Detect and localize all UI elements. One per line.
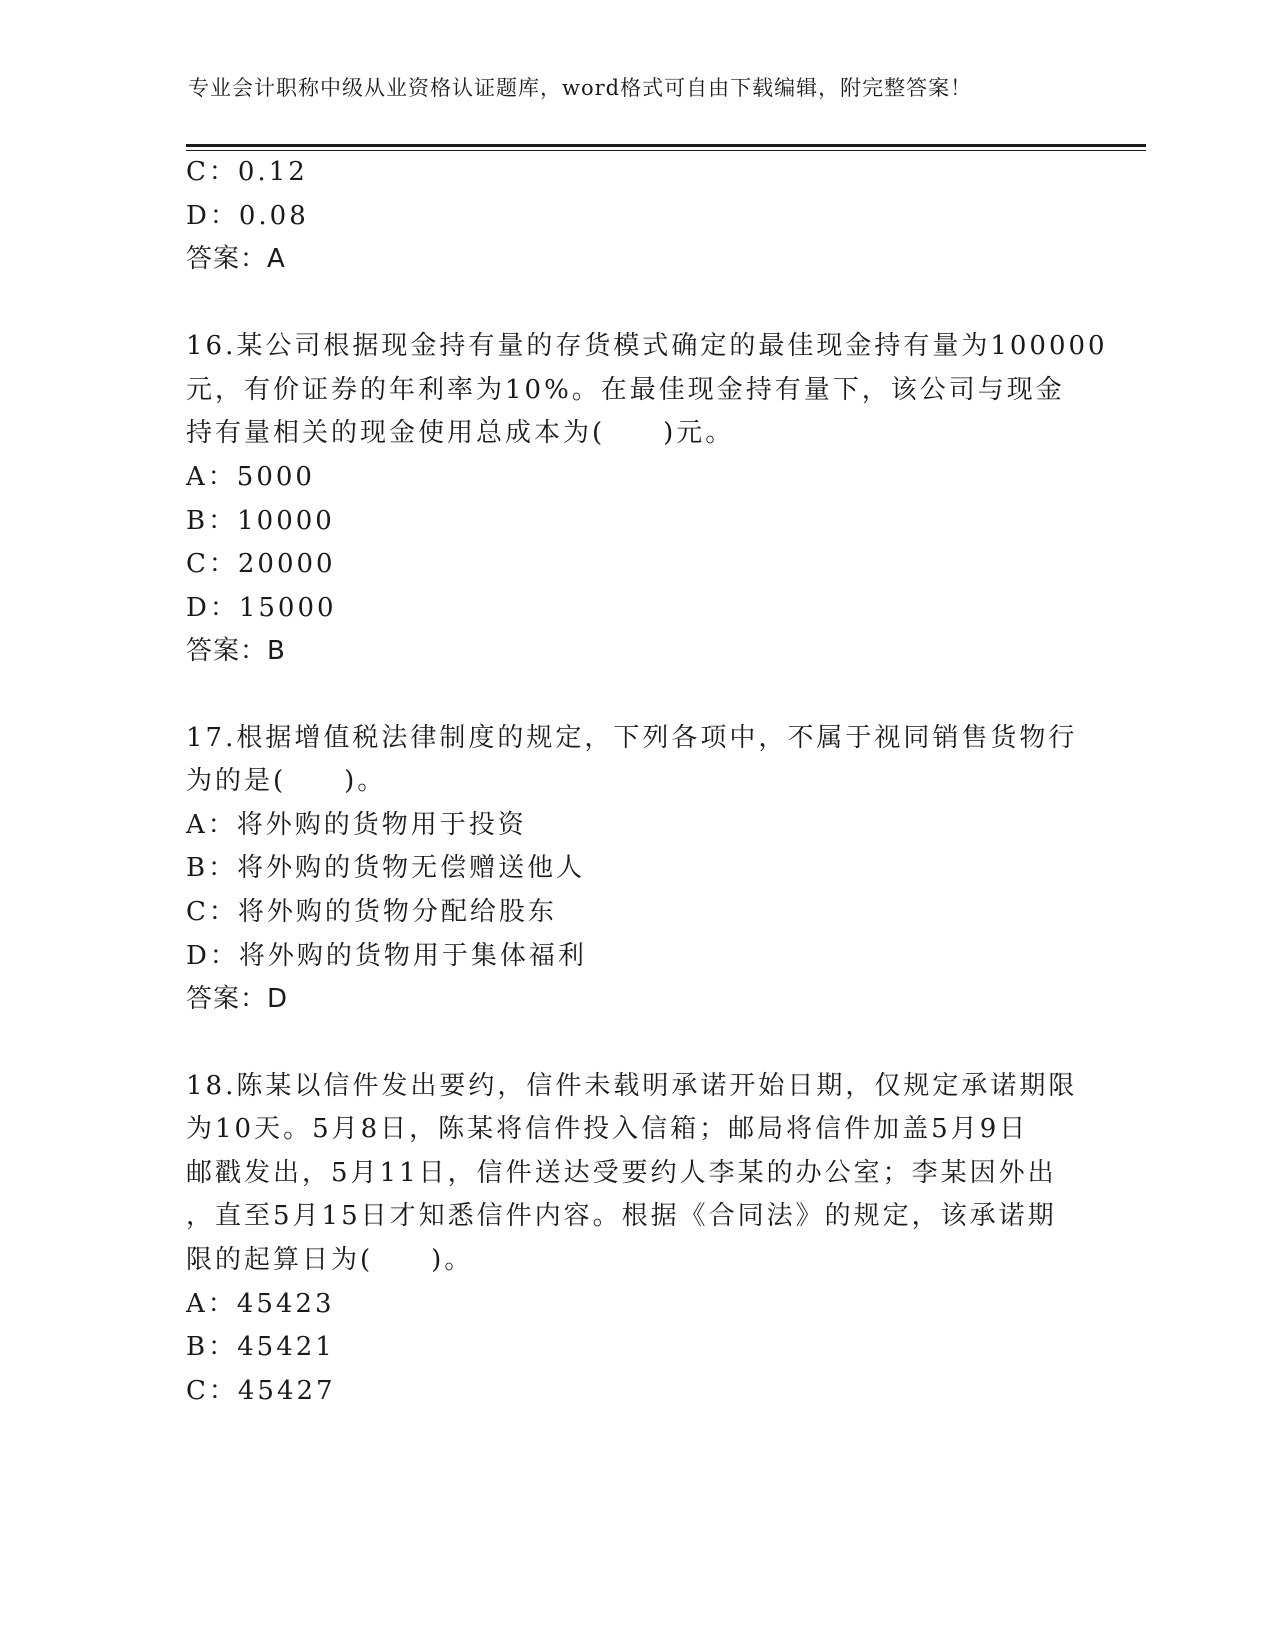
q18-stem-line-3: 邮戳发出，5月11日，信件送达受要约人李某的办公室；李某因外出 — [186, 1158, 1057, 1188]
q16-stem-line-3: 持有量相关的现金使用总成本为( )元。 — [186, 418, 735, 448]
prev-option-c: C：0.12 — [186, 157, 308, 187]
header-rule-thick — [186, 144, 1146, 147]
q18-option-c: C：45427 — [186, 1376, 336, 1406]
q16-option-b: B：10000 — [186, 506, 335, 536]
q18-option-a: A：45423 — [186, 1289, 335, 1319]
q16-stem-line-2: 元，有价证券的年利率为10%。在最佳现金持有量下，该公司与现金 — [186, 375, 1065, 405]
q17-option-a: A：将外购的货物用于投资 — [186, 810, 527, 840]
q18-stem-line-2: 为10天。5月8日，陈某将信件投入信箱；邮局将信件加盖5月9日 — [186, 1114, 1029, 1144]
q17-stem-line-2: 为的是( )。 — [186, 766, 387, 796]
q18-stem-line-4: ，直至5月15日才知悉信件内容。根据《合同法》的规定，该承诺期 — [186, 1201, 1057, 1231]
q16-stem-line-1: 16.某公司根据现金持有量的存货模式确定的最佳现金持有量为100000 — [186, 331, 1108, 361]
q17-option-c: C：将外购的货物分配给股东 — [186, 897, 557, 927]
q17-option-d: D：将外购的货物用于集体福利 — [186, 941, 587, 971]
q17-option-b: B：将外购的货物无偿赠送他人 — [186, 853, 586, 883]
q16-answer: 答案：B — [186, 636, 286, 666]
header-rule-thin — [186, 150, 1146, 151]
q16-option-d: D：15000 — [186, 593, 337, 623]
q17-answer: 答案：D — [186, 984, 289, 1014]
prev-answer: 答案：A — [186, 244, 286, 274]
q18-stem-line-1: 18.陈某以信件发出要约，信件未载明承诺开始日期，仅规定承诺期限 — [186, 1071, 1078, 1101]
page-header: 专业会计职称中级从业资格认证题库，word格式可自由下载编辑，附完整答案！ — [188, 76, 973, 100]
q16-option-a: A：5000 — [186, 462, 315, 492]
q18-option-b: B：45421 — [186, 1332, 335, 1362]
q16-option-c: C：20000 — [186, 549, 336, 579]
q18-stem-line-5: 限的起算日为( )。 — [186, 1245, 474, 1275]
prev-option-d: D：0.08 — [186, 201, 309, 231]
q17-stem-line-1: 17.根据增值税法律制度的规定，下列各项中，不属于视同销售货物行 — [186, 723, 1078, 753]
